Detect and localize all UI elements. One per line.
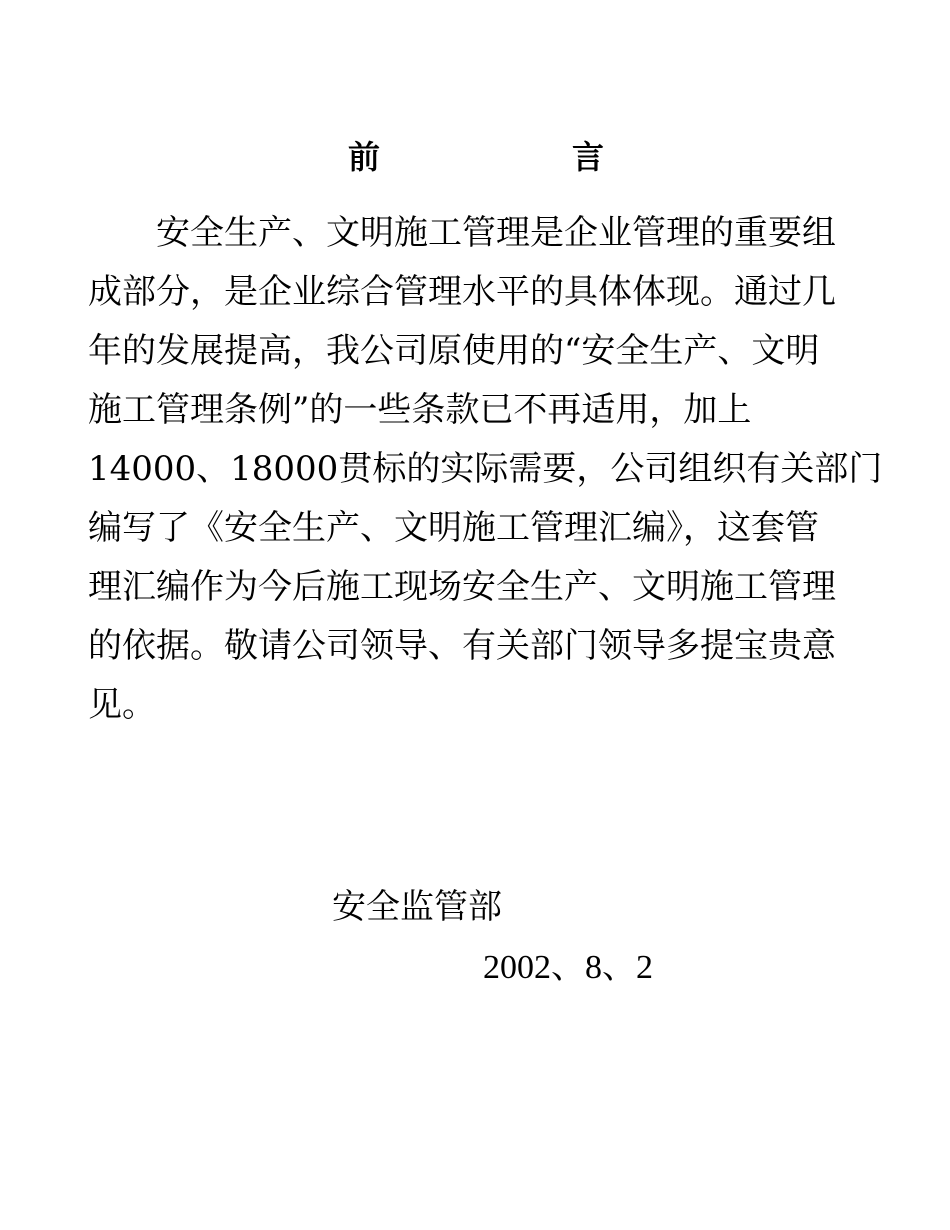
body-line: 成部分，是企业综合管理水平的具体体现。通过几	[88, 272, 836, 312]
signature-department: 安全监管部	[332, 887, 502, 927]
page-title	[0, 132, 950, 176]
body-line: 施工管理条例”的一些条款已不再适用，加上	[88, 390, 752, 430]
body-line: 编写了《安全生产、文明施工管理汇编》，这套管	[88, 508, 819, 548]
body-line: 年的发展提高，我公司原使用的“安全生产、文明	[88, 331, 820, 371]
signature-date: 2002、8、2	[483, 949, 653, 986]
body-line: 安全生产、文明施工管理是企业管理的重要组	[88, 213, 836, 253]
body-line: 见。	[88, 685, 156, 725]
body-line: 理汇编作为今后施工现场安全生产、文明施工管理	[88, 567, 836, 607]
title-char-2: 言	[572, 138, 605, 176]
title-char-1: 前	[348, 138, 381, 176]
body-line: 的依据。敬请公司领导、有关部门领导多提宝贵意	[88, 626, 836, 666]
body-line: 14000、18000贯标的实际需要，公司组织有关部门	[88, 449, 883, 489]
